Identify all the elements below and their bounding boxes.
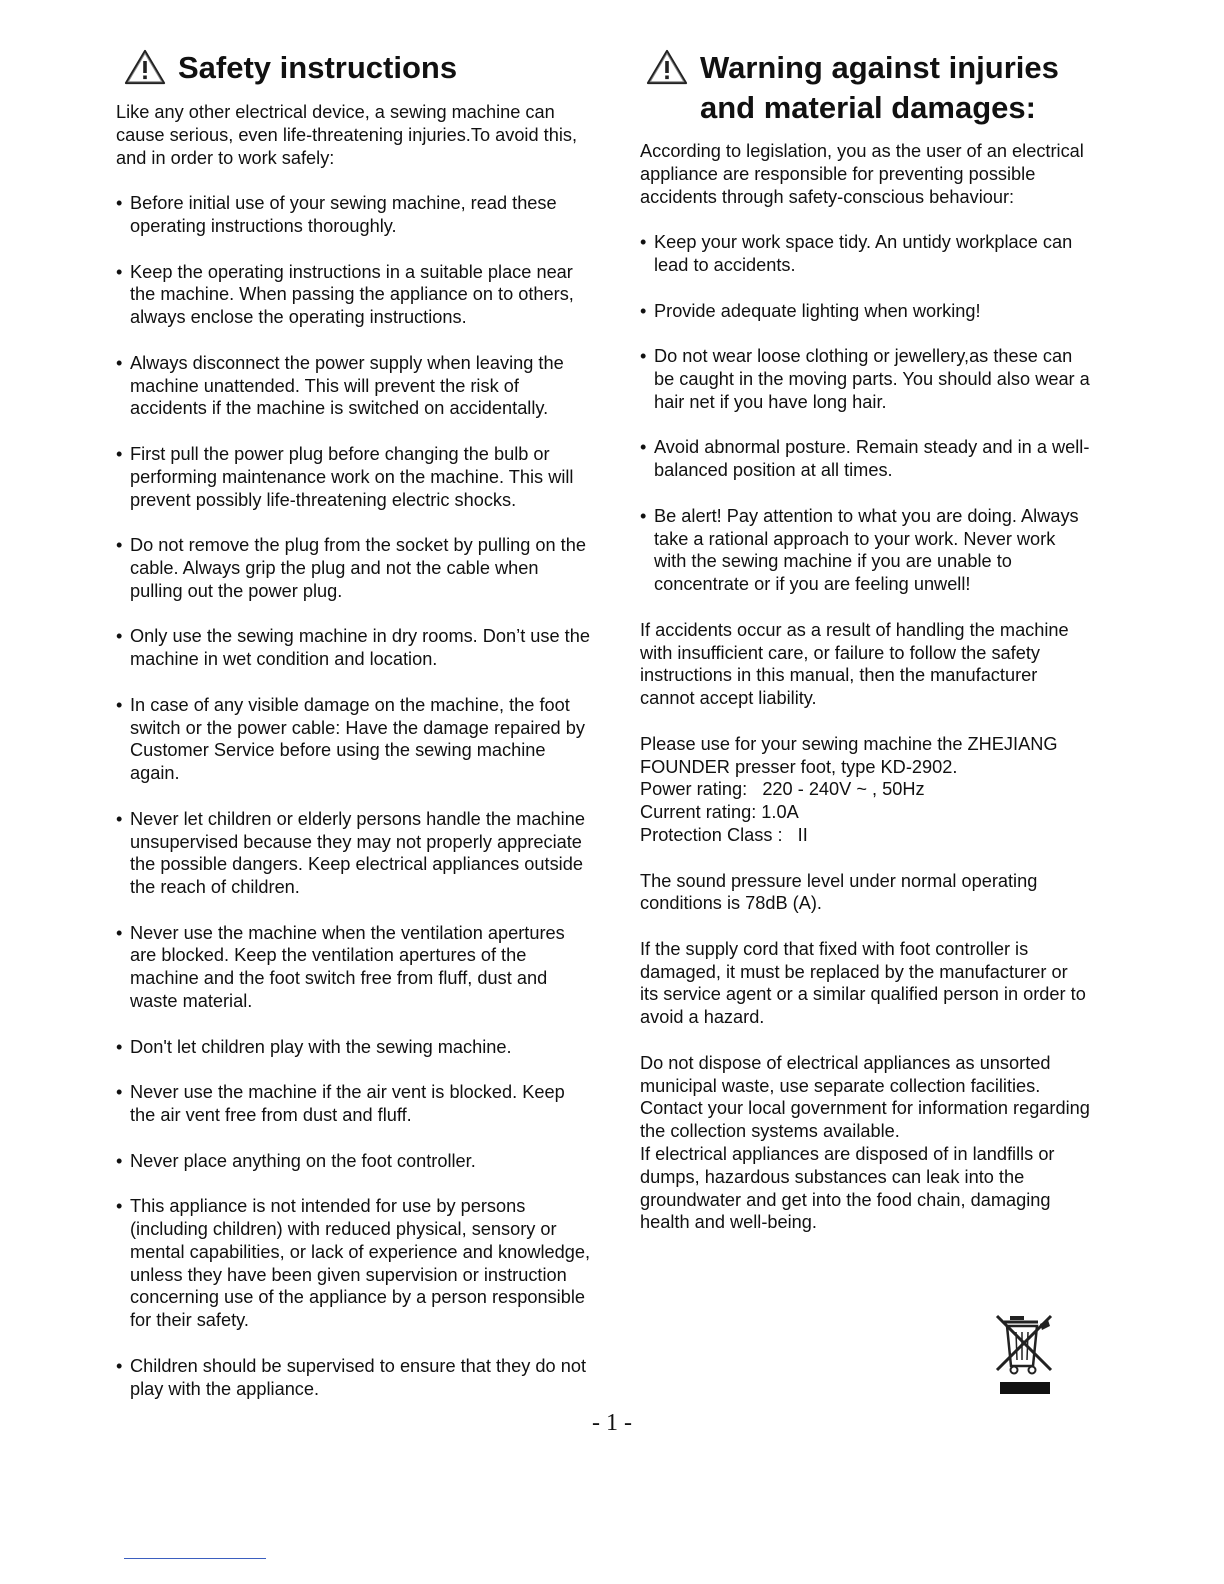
safety-instructions-title: Safety instructions (178, 50, 458, 85)
list-item: • Never place anything on the foot controller. (116, 1150, 476, 1171)
list-item: • Never let children or elderly persons handle the machine unsupervised because they may not properly appreciate the possible dangers. Keep electrical appliances outside the reach of children. (116, 808, 585, 898)
presser-foot-paragraph: Please use for your sewing machine the ZHEJIANG FOUNDER presser foot, type KD-2902. (640, 733, 1058, 777)
warning-title-line1: Warning against injuries (700, 50, 1059, 85)
list-item: • First pull the power plug before changing the bulb or performing maintenance work on the machine. This will prevent possibly life-threatening electric shocks. (116, 443, 574, 510)
supply-cord-paragraph: If the supply cord that fixed with foot controller is damaged, it must be replaced by the manufacturer or its service agent or a similar qualified person in order to avoid a hazard. (640, 938, 1086, 1028)
power-rating: Power rating: 220 - 240V ~ , 50Hz (640, 779, 925, 800)
liability-paragraph: If accidents occur as a result of handling the machine with insufficient care, or failure to follow the safety instructions in this manual, then the manufacturer cannot accept liability. (640, 619, 1069, 709)
list-item: • Keep your work space tidy. An untidy workplace can lead to accidents. (640, 232, 1073, 275)
protection-class: Protection Class : II (640, 824, 808, 845)
warning-triangle-icon (646, 49, 688, 85)
list-item: • Be alert! Pay attention to what you are doing. Always take a rational approach to your work. Never work with the sewing machine if you are unable to concentrate or if you are feeling unwell! (640, 505, 1079, 595)
list-item: • Before initial use of your sewing machine, read these operating instructions thoroughly. (116, 193, 557, 236)
list-item: • Provide adequate lighting when working! (640, 300, 981, 321)
footer-divider (124, 1558, 266, 1559)
list-item: • Keep the operating instructions in a suitable place near the machine. When passing the appliance on to others, always enclose the operating instructions. (116, 261, 574, 328)
sound-level-paragraph: The sound pressure level under normal operating conditions is 78dB (A). (640, 870, 1038, 914)
contact-paragraph: Contact your local government for information regarding the collection systems available. (640, 1098, 1090, 1142)
warning-triangle-icon (124, 49, 166, 85)
list-item: • This appliance is not intended for use by persons (including children) with reduced physical, sensory or mental capabilities, or lack of experience and knowledge, unless they have been given supervision or instruction concerning use of the appliance by a person responsible for their safety. (116, 1196, 591, 1331)
landfill-paragraph: If electrical appliances are disposed of in landfills or dumps, hazardous substances can leak into the groundwater and get into the food chain, damaging health and well-being. (640, 1144, 1055, 1233)
list-item: • Children should be supervised to ensure that they do not play with the appliance. (116, 1355, 586, 1399)
warning-body (640, 140, 1090, 1234)
list-item: • Do not remove the plug from the socket by pulling on the cable. Always grip the plug and not the cable when pulling out the power plug. (116, 535, 586, 601)
warning-intro: According to legislation, you as the user of an electrical appliance are responsible for preventing possible accidents through safety-conscious behaviour: (640, 141, 1084, 207)
list-item: • Never use the machine when the ventilation apertures are blocked. Keep the ventilation apertures of the machine and the foot switch free from fluff, dust and waste material. (116, 922, 565, 1012)
current-rating: Current rating: 1.0A (640, 802, 799, 823)
warning-heading (646, 48, 1060, 128)
list-item: • In case of any visible damage on the machine, the foot switch or the power cable: Have the damage repaired by Customer Service before using the sewing machine again. (116, 694, 585, 784)
disposal-paragraph: Do not dispose of electrical appliances as unsorted municipal waste, use separate collection facilities. (640, 1052, 1051, 1096)
list-item: • Always disconnect the power supply when leaving the machine unattended. This will prevent the risk of accidents if the machine is switched on accidentally. (116, 352, 564, 419)
list-item: • Do not wear loose clothing or jewellery,as these can be caught in the moving parts. You should also wear a hair net if you have long hair. (640, 346, 1090, 412)
weee-crossed-bin-icon (994, 1312, 1054, 1396)
safety-instructions-heading (124, 48, 457, 88)
list-item: • Only use the sewing machine in dry rooms. Don’t use the machine in wet condition and location. (116, 626, 590, 670)
page-number: - 1 - (592, 1410, 632, 1436)
list-item: • Never use the machine if the air vent is blocked. Keep the air vent free from dust and fluff. (116, 1082, 565, 1126)
safety-instructions-body (116, 101, 592, 1400)
safety-intro: Like any other electrical device, a sewing machine can cause serious, even life-threatening injuries.To avoid this, and in order to work safely: (116, 102, 578, 168)
list-item: • Avoid abnormal posture. Remain steady and in a well-balanced position at all times. (640, 437, 1090, 481)
list-item: • Don't let children play with the sewing machine. (116, 1036, 512, 1057)
warning-title-line2: and material damages: (700, 90, 1036, 125)
